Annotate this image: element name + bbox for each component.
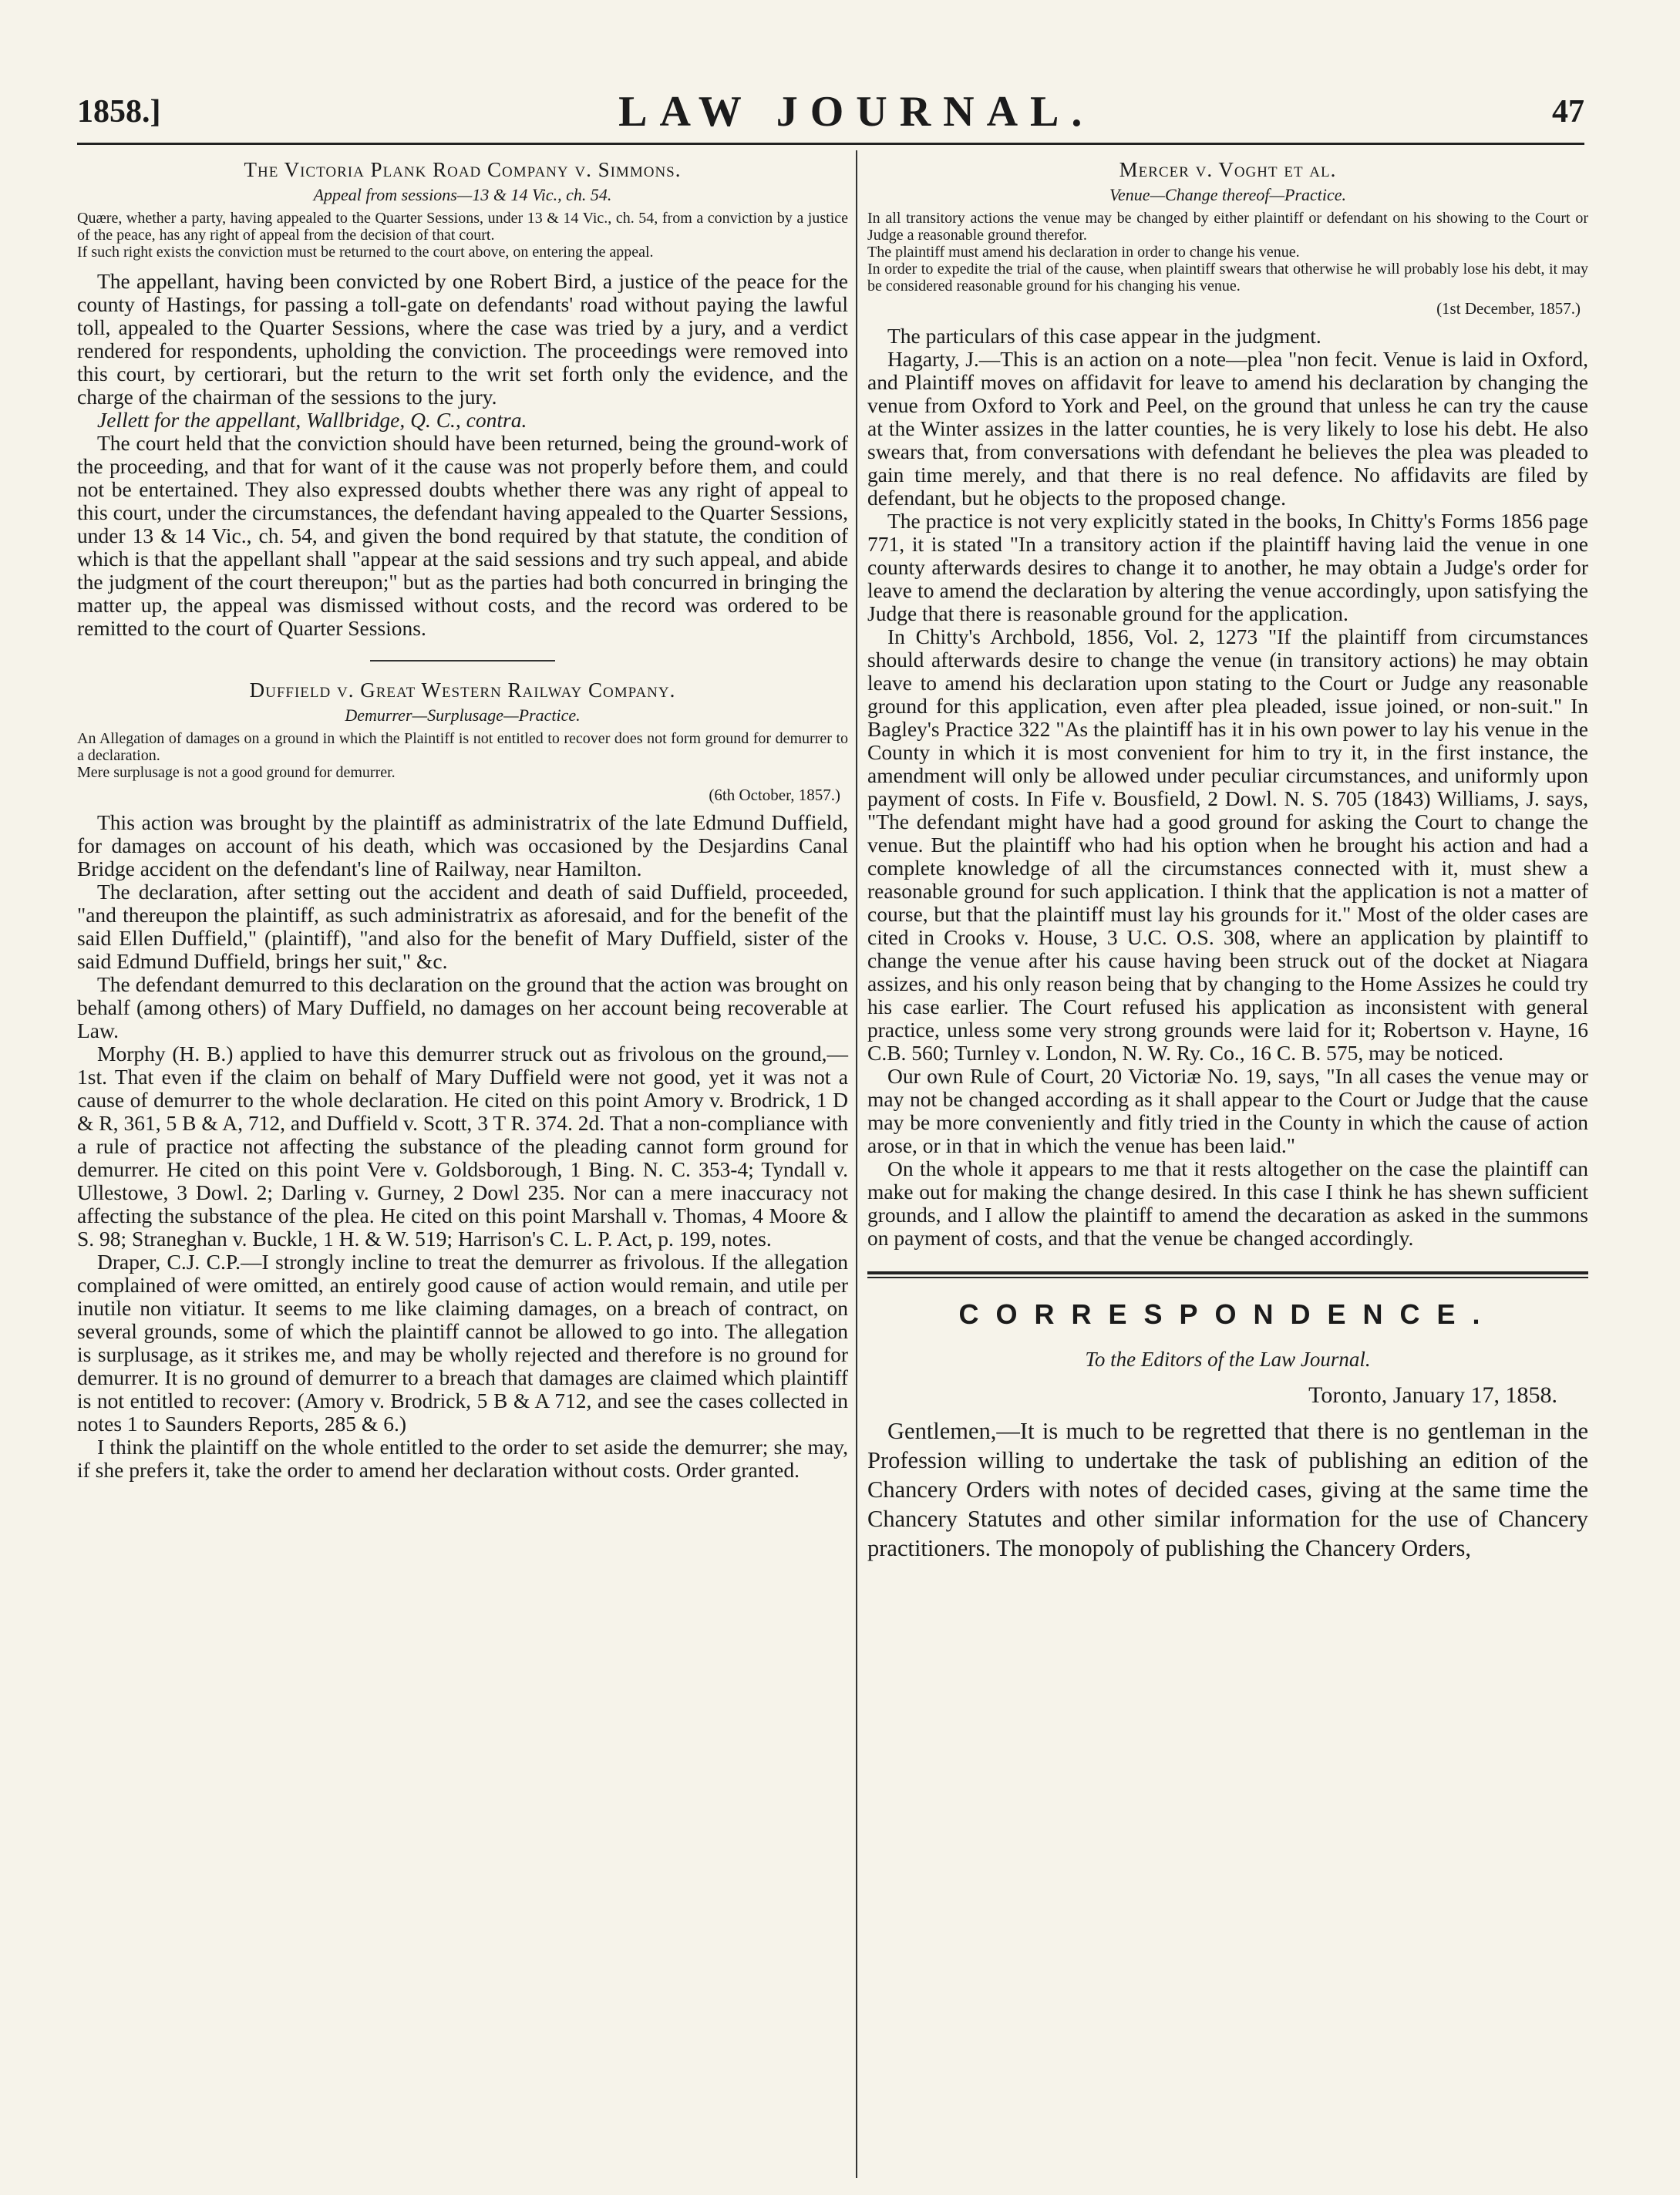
headnote: Quære, whether a party, having appealed to the Quarter Sessions, under 13 & 14 Vic., ch. 54, from a conviction by a justice of the peace, has any right of appeal from the decision of that court. <box>77 210 848 244</box>
body-paragraph: In Chitty's Archbold, 1856, Vol. 2, 1273 "If the plaintiff from circumstances should afterwards desire to change the venue (in transitory actions) he may obtain leave to amend his declaration upon stating to the Court or Judge any reasonable ground for this application, even after plea pleaded, issue joined, or non-suit." In Bagley's Practice 322 "As the plaintiff has it in his own power to lay his venue in the County in which it is most convenient for him to try it, in the first instance, the amendment will only be allowed under peculiar circumstances, and uniformly upon payment of costs. In Fife v. Bousfield, 2 Dowl. N. S. 705 (1843) Williams, J. says, "The defendant might have had a good ground for asking the Court to change the venue. But the plaintiff who had his option when he brought his action and had a complete knowledge of all the circumstances connected with it, must shew a reasonable ground for such application. I think that the application is not a matter of course, but that the plaintiff must lay his grounds for it." Most of the older cases are cited in Crooks v. House, 3 U.C. O.S. 308, where an application by plaintiff to change the venue after his cause having been struck out of the docket at Niagara assizes, and his only reason being that by changing to the Home Assizes he could try his case earlier. The Court refused his application as inconsistent with general practice, unless some very strong grounds were laid for it; Robertson v. Hayne, 16 C.B. 560; Turnley v. London, N. W. Ry. Co., 16 C. B. 575, may be noticed. <box>867 624 1588 1065</box>
case-duffield <box>77 678 848 1482</box>
body-paragraph: This action was brought by the plaintiff as administratrix of the late Edmund Duffield, for damages on account of his death, which was occasioned by the Desjardins Canal Bridge accident on the defendant's line of Railway, near Hamilton. <box>77 810 848 880</box>
case-date: (6th October, 1857.) <box>709 786 840 804</box>
header-rule <box>77 143 1584 145</box>
headnote: The plaintiff must amend his declaration in order to change his venue. <box>867 244 1300 261</box>
case-title: Duffield v. Great Western Railway Company. <box>249 678 676 702</box>
double-rule <box>867 1271 1588 1278</box>
body-paragraph: On the whole it appears to me that it rests altogether on the case the plaintiff can make out for making the change desired. In this case I think he has shewn sufficient grounds, and I allow the plaintiff to amend the decaration as asked in the summons on payment of costs, and that the venue be changed accordingly. <box>867 1156 1588 1250</box>
correspondence-heading: CORRESPONDENCE. <box>958 1298 1497 1330</box>
body-paragraph: Jellett for the appellant, Wallbridge, Q. C., contra. <box>97 408 527 432</box>
body-paragraph: The appellant, having been convicted by one Robert Bird, a justice of the peace for the county of Hastings, for passing a toll-gate on defendants' road without paying the lawful toll, appealed to the Quarter Sessions, where the case was tried by a jury, and a verdict rendered for respondents, upholding the conviction. The proceedings were removed into this court, by certiorari, but the return to the writ set forth only the evidence, and the charge of the chairman of the sessions to the jury. <box>77 269 848 409</box>
correspondence-section <box>867 1298 1588 1563</box>
case-date: (1st December, 1857.) <box>1436 299 1581 318</box>
headnote: An Allegation of damages on a ground in which the Plaintiff is not entitled to recover does not form ground for demurrer to a declaration. <box>77 730 848 764</box>
body-paragraph: The declaration, after setting out the accident and death of said Duffield, proceeded, "and thereupon the plaintiff, as such administratrix as aforesaid, and for the benefit of the said Ellen Duffield," (plaintiff), "and also for the benefit of Mary Duffield, sister of the said Edmund Duffield, brings her suit," &c. <box>77 880 848 973</box>
body-paragraph: I think the plaintiff on the whole entitled to the order to set aside the demurrer; she may, if she prefers it, take the order to amend her declaration without costs. Order granted. <box>77 1435 848 1482</box>
case-subtitle: Demurrer—Surplusage—Practice. <box>345 705 581 725</box>
journal-title: LAW JOURNAL. <box>618 88 1095 136</box>
body-paragraph: Draper, C.J. C.P.—I strongly incline to treat the demurrer as frivolous. If the allegation complained of were omitted, an entirely good cause of action would remain, and utile per inutile non vitiatur. It seems to me like claiming damages, on a breach of contract, on several grounds, some of which the plaintiff cannot be allowed to go into. The allegation is surplusage, as it strikes me, and may be wholly rejected and therefore is no ground for demurrer. It is no ground of demurrer to a breach that damages are claimed which plaintiff is not entitled to recover: (Amory v. Brodrick, 5 B & A 712, and see the cases collected in notes 1 to Saunders Reports, 285 & 6.) <box>77 1250 848 1436</box>
body-paragraph: Our own Rule of Court, 20 Victoriæ No. 19, says, "In all cases the venue may or may not be changed according as it shall appear to the Court or Judge that the cause may be more conveniently and fitly tried in the County in which the cause of action arose, or in that in which the venue has been laid." <box>867 1064 1588 1157</box>
headnote: In order to expedite the trial of the cause, when plaintiff swears that otherwise he will probably lose his debt, it may be considered reasonable ground for his changing his venue. <box>867 261 1588 295</box>
body-paragraph: The particulars of this case appear in the judgment. <box>887 324 1321 348</box>
case-victoria-plank-road <box>77 158 848 640</box>
body-paragraph: The practice is not very explicitly stated in the books, In Chitty's Forms 1856 page 771, it is stated "In a transitory action if the plaintiff having laid the venue in one county afterwards desires to change it to another, he may obtain a Judge's order for leave to amend the declaration by altering the venue accordingly, upon satisfying the Judge that there is reasonable ground for the application. <box>867 509 1588 625</box>
to-editors-line: To the Editors of the Law Journal. <box>1085 1348 1371 1371</box>
left-column <box>77 158 848 1482</box>
running-header <box>77 85 1584 139</box>
case-mercer <box>867 158 1588 1250</box>
case-title: The Victoria Plank Road Company v. Simmons. <box>244 158 682 181</box>
body-paragraph: The court held that the conviction should have been returned, being the ground-work of the proceeding, and that for want of it the cause was not properly before them, and could not be entertained. They also expressed doubts whether there was any right of appeal to this court, under the circumstances, the defendant having appealed to the Quarter Sessions, under 13 & 14 Vic., ch. 54, and given the bond required by that statute, the condition of which is that the appellant shall "appear at the said sessions and try such appeal, and abide the judgment of the court thereupon;" but as the parties had both concurred in bringing the matter up, the appeal was dismissed without costs, and the record was ordered to be remitted to the court of Quarter Sessions. <box>77 431 848 640</box>
place-date: Toronto, January 17, 1858. <box>1308 1382 1557 1408</box>
page-number: 47 <box>1552 94 1584 130</box>
headnote: If such right exists the conviction must be returned to the court above, on entering the appeal. <box>77 244 654 261</box>
column-divider <box>856 150 857 2178</box>
headnote: In all transitory actions the venue may be changed by either plaintiff or defendant on his showing to the Court or Judge a reasonable ground therefor. <box>867 210 1588 244</box>
right-column <box>867 158 1588 1563</box>
body-paragraph: Hagarty, J.—This is an action on a note—plea "non fecit. Venue is laid in Oxford, and Plaintiff moves on affidavit for leave to amend his declaration by changing the venue from Oxford to York and Peel, on the ground that unless he can try the cause at the Winter assizes in the latter counties, he is very likely to lose his debt. He also swears that, from conversations with defendant he believes the plea was pleaded to gain time merely, and that there is no real defence. No affidavits are filed by defendant, but he objects to the proposed change. <box>867 347 1588 510</box>
body-paragraph: The defendant demurred to this declaration on the ground that the action was brought on behalf (among others) of Mary Duffield, no damages on her account being recoverable at Law. <box>77 972 848 1042</box>
header-year: 1858.] <box>77 94 161 130</box>
case-subtitle: Venue—Change thereof—Practice. <box>1109 185 1347 204</box>
letter-paragraph: Gentlemen,—It is much to be regretted that there is no gentleman in the Profession willing to undertake the task of publishing an edition of the Chancery Orders with notes of decided cases, giving at the same time the Chancery Statutes and other similar information for the use of Chancery practitioners. The monopoly of publishing the Chancery Orders, <box>867 1418 1588 1561</box>
section-rule <box>370 660 555 662</box>
body-paragraph: Morphy (H. B.) applied to have this demurrer struck out as frivolous on the ground,—1st. That even if the claim on behalf of Mary Duffield were not good, yet it was not a cause of demurrer to the whole declaration. He cited on this point Amory v. Brodrick, 1 D & R, 361, 5 B & A, 712, and Duffield v. Scott, 3 T R. 374. 2d. That a non-compliance with a rule of practice not affecting the substance of the pleading cannot form ground for demurrer. He cited on this point Vere v. Goldsborough, 1 Bing. N. C. 353-4; Tyndall v. Ullestowe, 3 Dowl. 2; Darling v. Gurney, 2 Dowl 235. Nor can a mere inaccuracy not affecting the substance of the plea. He cited on this point Marshall v. Thomas, 4 Moore & S. 98; Straneghan v. Buckle, 1 H. & W. 519; Harrison's C. L. P. Act, p. 199, notes. <box>77 1042 848 1251</box>
case-title: Mercer v. Voght et al. <box>1119 158 1337 181</box>
case-subtitle: Appeal from sessions—13 & 14 Vic., ch. 54. <box>313 185 612 204</box>
headnote: Mere surplusage is not a good ground for demurrer. <box>77 764 396 781</box>
